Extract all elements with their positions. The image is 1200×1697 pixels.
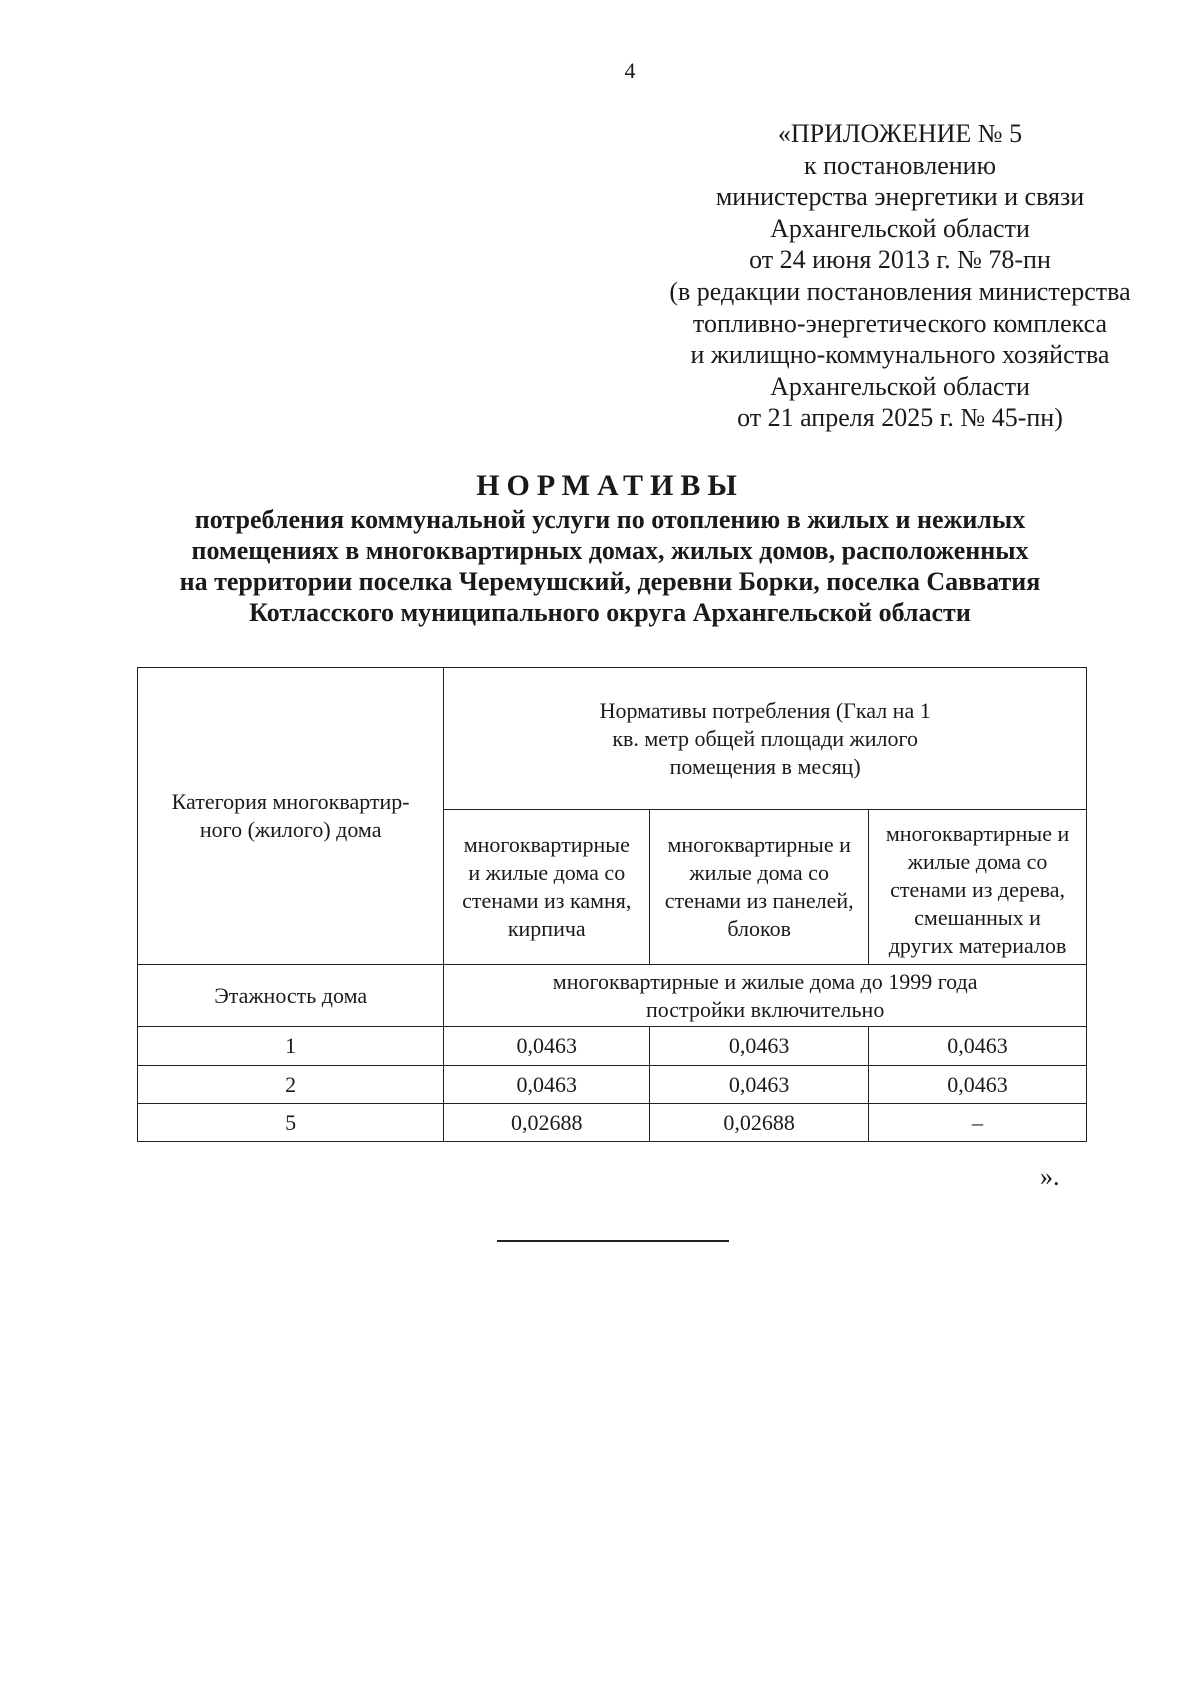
page-number: 4 bbox=[624, 58, 636, 83]
closing-quote: ». bbox=[1040, 1162, 1060, 1191]
appendix-line: от 24 июня 2013 г. № 78-пн bbox=[749, 245, 1051, 275]
value-cell: 0,02688 bbox=[444, 1104, 650, 1142]
floors-cell: 2 bbox=[138, 1066, 444, 1104]
period-label: многоквартирные и жилые дома до 1999 года постройки включительно bbox=[444, 965, 1087, 1027]
table-row bbox=[138, 1027, 1087, 1066]
document-title bbox=[130, 468, 1090, 628]
title-sub-line: Котласского муниципального округа Архангельской области bbox=[249, 598, 971, 627]
column-header-panel: многоквартирные и жилые дома со стенами из панелей, блоков bbox=[650, 810, 869, 965]
floors-cell: 1 bbox=[138, 1027, 444, 1066]
title-main: НОРМАТИВЫ bbox=[476, 469, 744, 502]
value-cell: 0,0463 bbox=[444, 1027, 650, 1066]
appendix-line: топливно-энергетического комплекса bbox=[692, 308, 1108, 338]
appendix-line: «ПРИЛОЖЕНИЕ № 5 bbox=[777, 119, 1023, 148]
appendix-line: Архангельской области bbox=[770, 371, 1030, 401]
value-cell: 0,0463 bbox=[869, 1066, 1087, 1104]
appendix-header bbox=[640, 118, 1160, 434]
appendix-line: Архангельской области bbox=[770, 213, 1030, 243]
norms-header: Нормативы потребления (Гкал на 1 кв. метр общей площади жилого помещения в месяц) bbox=[444, 668, 1087, 810]
value-cell: – bbox=[869, 1104, 1087, 1142]
norms-table bbox=[137, 667, 1087, 1142]
value-cell: 0,0463 bbox=[650, 1066, 869, 1104]
title-subtitle bbox=[130, 504, 1090, 628]
appendix-line: (в редакции постановления министерства bbox=[669, 276, 1131, 306]
table-row bbox=[138, 1104, 1087, 1142]
title-sub-line: на территории поселка Черемушский, деревни Борки, поселка Савватия bbox=[179, 567, 1041, 596]
value-cell: 0,0463 bbox=[444, 1066, 650, 1104]
floors-label: Этажность дома bbox=[138, 965, 444, 1027]
appendix-line: министерства энергетики и связи bbox=[715, 182, 1085, 212]
value-cell: 0,02688 bbox=[650, 1104, 869, 1142]
appendix-line: и жилищно-коммунального хозяйства bbox=[690, 340, 1110, 370]
appendix-line: к постановлению bbox=[803, 150, 997, 180]
value-cell: 0,0463 bbox=[869, 1027, 1087, 1066]
title-sub-line: помещениях в многоквартирных домах, жилых домов, расположенных bbox=[191, 536, 1029, 565]
category-header: Категория многоквартир-ного (жилого) дома bbox=[138, 668, 444, 965]
table-row bbox=[138, 1066, 1087, 1104]
floors-cell: 5 bbox=[138, 1104, 444, 1142]
title-sub-line: потребления коммунальной услуги по отоплению в жилых и нежилых bbox=[194, 505, 1026, 534]
column-header-stone: многоквартирные и жилые дома со стенами из камня, кирпича bbox=[444, 810, 650, 965]
appendix-line: от 21 апреля 2025 г. № 45-пн) bbox=[737, 403, 1063, 433]
column-header-wood: многоквартирные и жилые дома со стенами из дерева, смешанных и других материалов bbox=[869, 810, 1087, 965]
value-cell: 0,0463 bbox=[650, 1027, 869, 1066]
end-divider bbox=[497, 1240, 729, 1242]
